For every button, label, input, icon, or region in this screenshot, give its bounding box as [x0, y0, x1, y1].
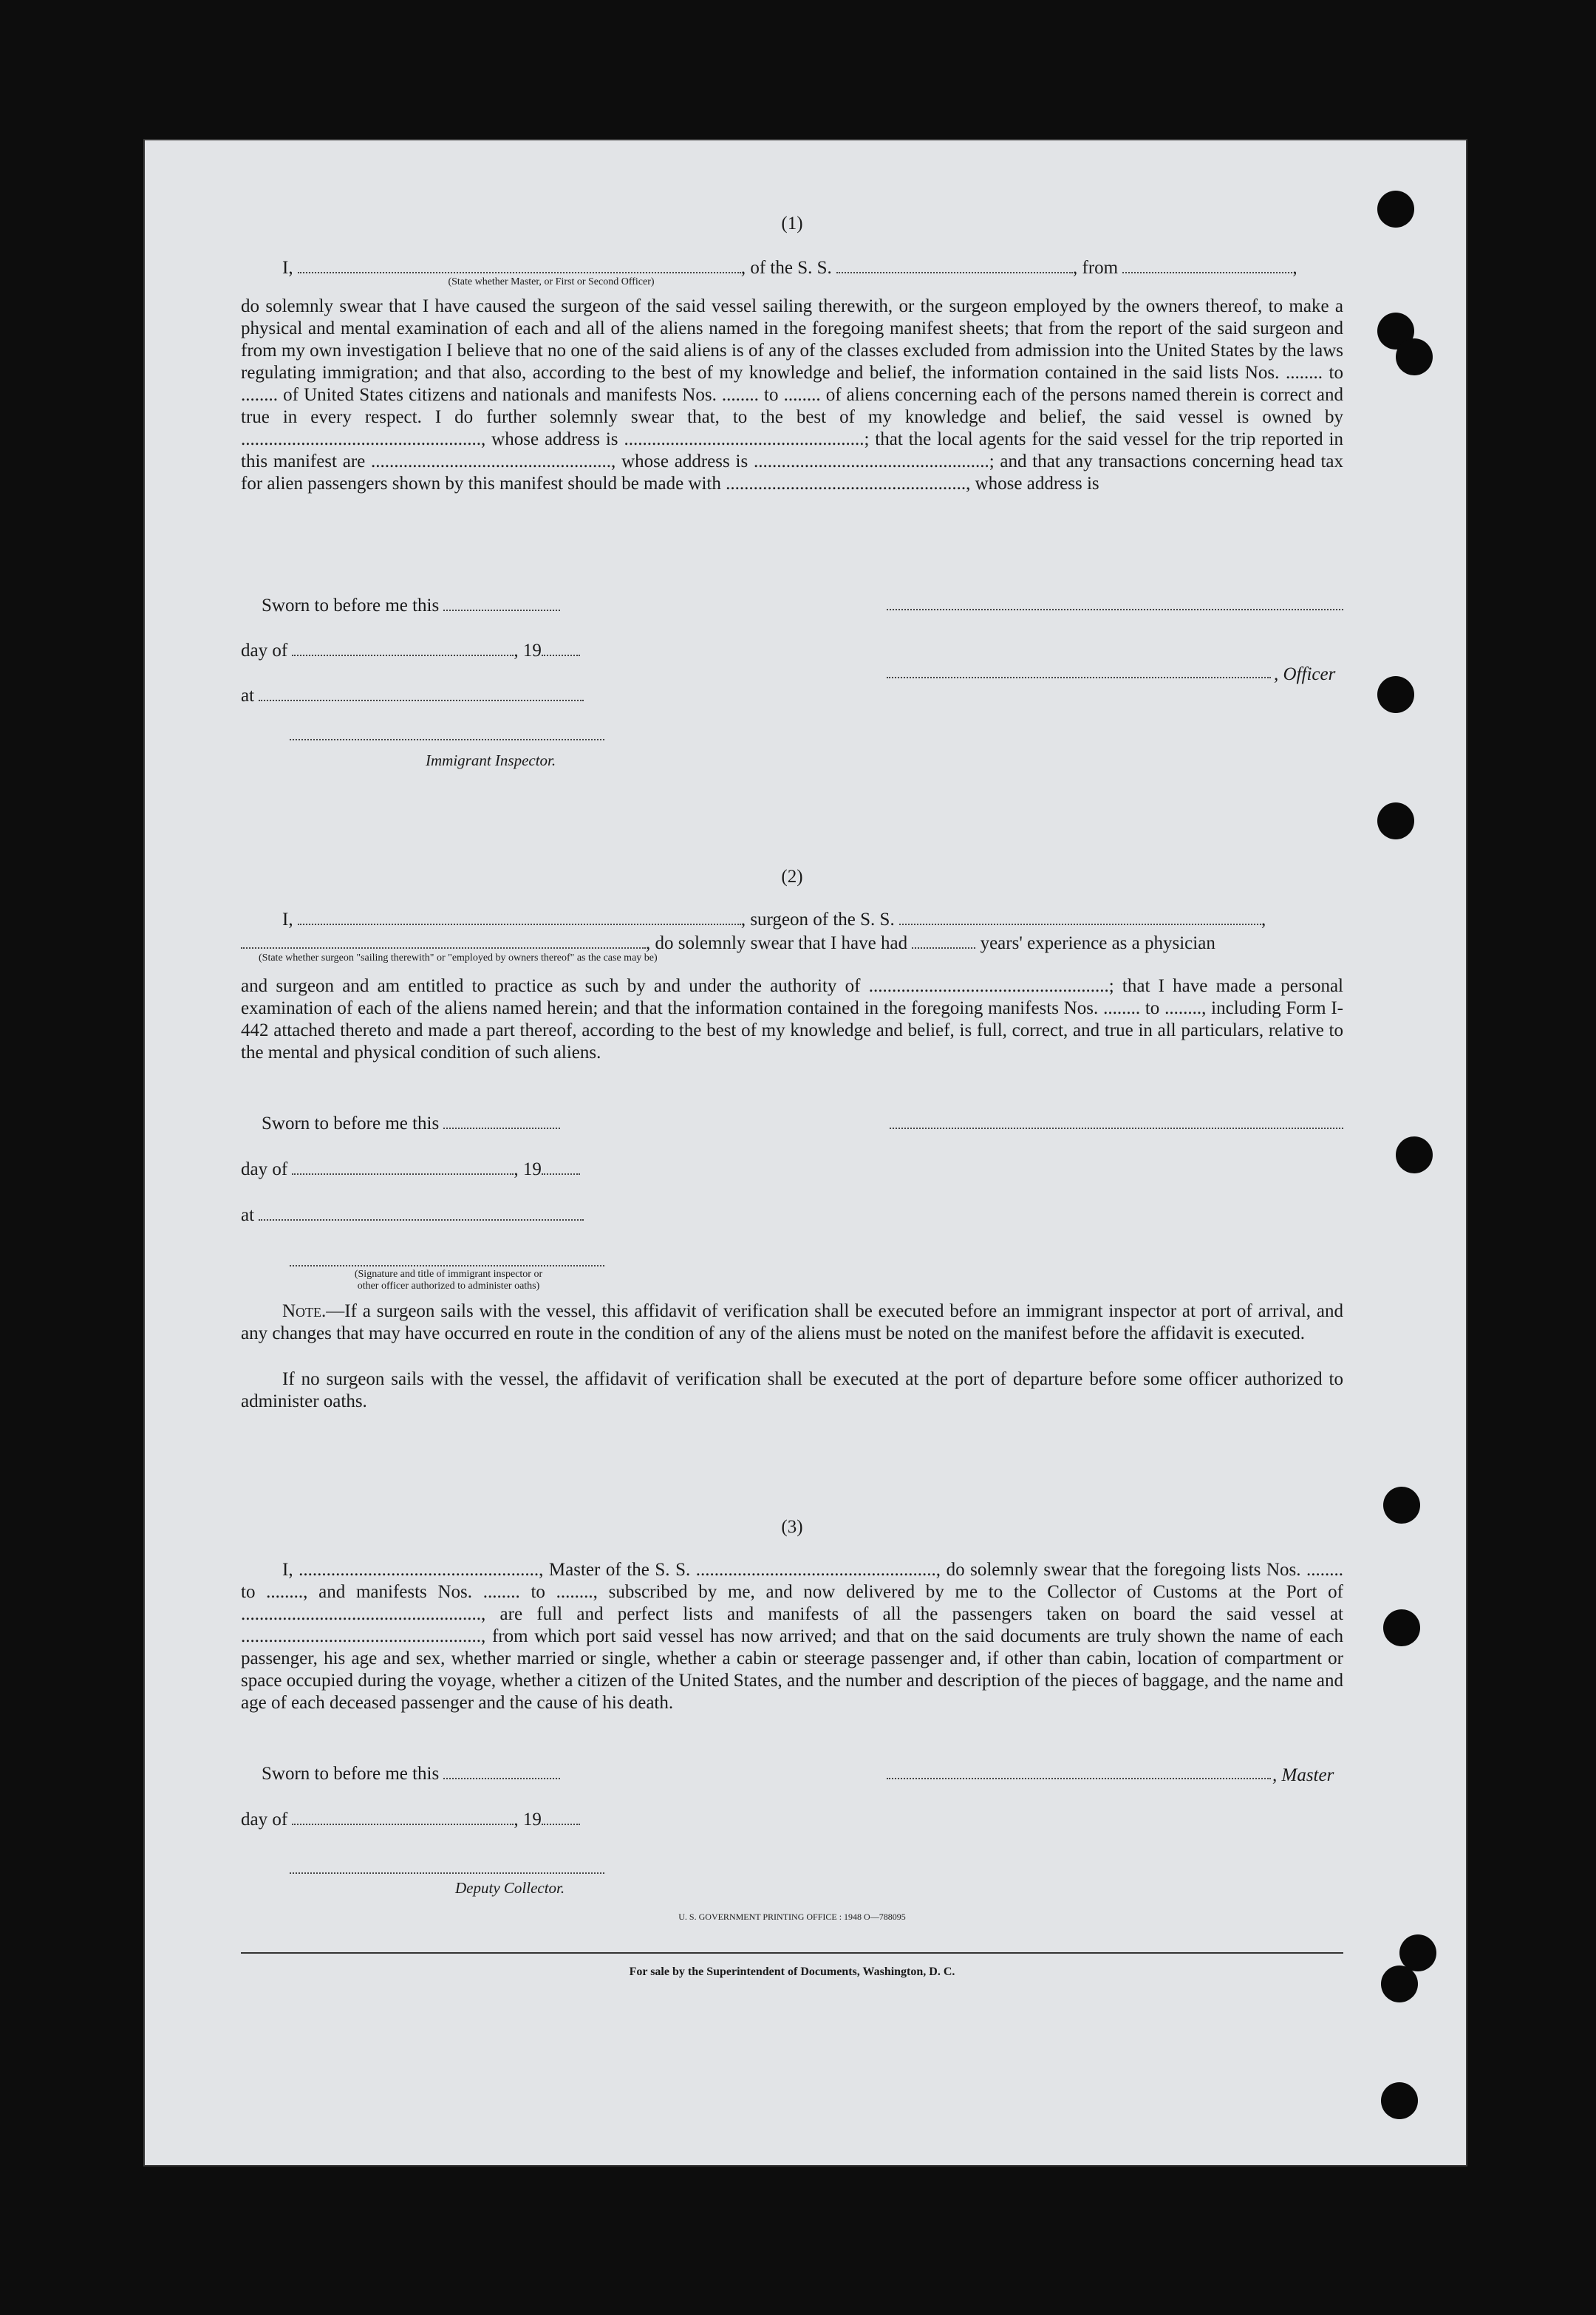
- sworn-label: Sworn to before me this: [262, 1114, 440, 1133]
- collector-signature-line[interactable]: [290, 1871, 604, 1874]
- section-2-first-line: [282, 909, 1343, 931]
- section-3-sworn: [262, 1763, 1364, 1785]
- day-of-label: day of: [241, 1810, 288, 1830]
- sworn-label: Sworn to before me this: [262, 596, 440, 616]
- punch-hole: [1381, 2082, 1418, 2119]
- place-field[interactable]: [259, 1207, 584, 1221]
- surgeon-caption: (State whether surgeon "sailing therewith" or "employed by owners thereof" as the case may be): [259, 952, 658, 964]
- officer-title-field[interactable]: [298, 260, 741, 273]
- month-field[interactable]: [292, 1812, 514, 1825]
- year-label: , 19: [514, 1810, 542, 1830]
- punch-hole: [1396, 1136, 1433, 1173]
- pronoun-label: I,: [282, 910, 293, 930]
- sworn-date-field[interactable]: [443, 598, 560, 611]
- section-2-at: [241, 1204, 1343, 1227]
- section-1-number: (1): [781, 214, 803, 233]
- officer-signature-line[interactable]: [887, 607, 1343, 610]
- collector-label: Deputy Collector.: [455, 1879, 565, 1897]
- section-1-day: [241, 640, 1343, 662]
- note-paragraph-2: If no surgeon sails with the vessel, the affidavit of verification shall be executed at the port of departure before some officer authorized to administer oaths.: [241, 1369, 1343, 1411]
- section-2-body: and surgeon and am entitled to practice as such by and under the authority of ....................................................; that I have made a personal examination of each of the aliens named herein; and that the information contained in the foregoing manifests Nos. ........ to ........, including Form I-442 attached thereto and made a part thereof, according to the best of my knowledge and belief, is full, correct, and true in all particulars, relative to the mental and physical condition of such aliens.: [241, 976, 1343, 1063]
- at-label: at: [241, 1205, 255, 1225]
- experience-label: years' experience as a physician: [980, 933, 1215, 953]
- form-sheet: [145, 140, 1466, 2165]
- comma: ,: [1261, 910, 1266, 930]
- signature-caption-1: (Signature and title of immigrant inspector or: [354, 1269, 543, 1280]
- pronoun-label: I,: [282, 258, 293, 278]
- vessel-name-field[interactable]: [836, 260, 1073, 273]
- punch-hole: [1377, 191, 1414, 228]
- month-field[interactable]: [292, 643, 514, 656]
- punch-hole: [1383, 1609, 1420, 1646]
- administering-officer-signature-line[interactable]: [290, 1264, 604, 1266]
- punch-hole: [1377, 676, 1414, 713]
- year-field[interactable]: [542, 643, 580, 656]
- vessel-name-field[interactable]: [899, 912, 1261, 925]
- officer-label: , Officer: [1274, 664, 1336, 684]
- master-label: , Master: [1272, 1765, 1334, 1785]
- section-3-number: (3): [781, 1517, 803, 1537]
- footer-rule: [241, 1952, 1343, 1954]
- years-field[interactable]: [912, 935, 975, 949]
- departure-port-field[interactable]: [1122, 260, 1292, 273]
- surgeon-of-ss-label: , surgeon of the S. S.: [740, 910, 895, 930]
- officer-caption: (State whether Master, or First or Second Officer): [448, 276, 655, 287]
- year-field[interactable]: [542, 1162, 580, 1175]
- section-2-second-line: [241, 933, 1343, 955]
- section-1-sworn: [262, 595, 1364, 617]
- of-ss-label: , of the S. S.: [740, 258, 832, 278]
- section-1-at: [241, 685, 1343, 707]
- year-label: , 19: [514, 1159, 542, 1179]
- sale-notice: For sale by the Superintendent of Documents, Washington, D. C.: [629, 1965, 955, 1978]
- day-of-label: day of: [241, 641, 288, 661]
- month-field[interactable]: [292, 1162, 514, 1175]
- note-label: Note.: [282, 1301, 327, 1321]
- punch-hole: [1396, 338, 1433, 375]
- signature-caption-2: other officer authorized to administer oaths): [357, 1281, 540, 1292]
- note-text: —If a surgeon sails with the vessel, this affidavit of verification shall be executed before an immigrant inspector at port of arrival, and any changes that may have occurred en route in the condition of any of the aliens must be noted on the manifest before the affidavit is executed.: [241, 1301, 1343, 1343]
- at-label: at: [241, 686, 255, 706]
- sworn-date-field[interactable]: [443, 1766, 560, 1779]
- sworn-date-field[interactable]: [443, 1116, 560, 1129]
- section-2-number: (2): [781, 867, 803, 887]
- note-paragraph: [241, 1300, 1343, 1345]
- swear-label: , do solemnly swear that I have had: [646, 933, 908, 953]
- surgeon-signature-line[interactable]: [890, 1126, 1343, 1129]
- sworn-label: Sworn to before me this: [262, 1764, 440, 1784]
- inspector-signature-line[interactable]: [290, 737, 604, 740]
- surgeon-status-field[interactable]: [241, 935, 646, 949]
- day-of-label: day of: [241, 1159, 288, 1179]
- section-2-day: [241, 1159, 1343, 1181]
- master-signature-line[interactable]: [887, 1776, 1271, 1779]
- year-field[interactable]: [542, 1812, 580, 1825]
- punch-hole: [1381, 1965, 1418, 2002]
- section-3-day: [241, 1809, 1343, 1831]
- punch-hole: [1377, 802, 1414, 839]
- comma: ,: [1292, 258, 1297, 278]
- inspector-label: Immigrant Inspector.: [426, 751, 556, 769]
- officer-name-line[interactable]: [887, 675, 1271, 678]
- from-label: , from: [1073, 258, 1119, 278]
- section-3-body: I, ...................................................., Master of the S. S. ...................................................., do solemnly swear that the foregoing lists Nos. ........ to ........, and manifests Nos. ........ to ........, subscribed by me, and now delivered by me to the Collector of Customs at the Port of ...................................................., are full and perfect lists and manifests of all the passengers taken on board the said vessel at ...................................................., from which port said vessel has now arrived; and that on the said documents are truly shown the name of each passenger, his age and sex, whether married or single, whether a cabin or steerage passenger and, if other than cabin, location of compartment or space occupied during the voyage, whether a citizen of the United States, and the number and description of the pieces of baggage, and the name and age of each deceased passenger and the cause of his death.: [241, 1560, 1343, 1713]
- printing-office-line: U. S. GOVERNMENT PRINTING OFFICE : 1948 O—788095: [678, 1912, 906, 1922]
- section-1-body: do solemnly swear that I have caused the surgeon of the said vessel sailing therewith, or the surgeon employed by the owners thereof, to make a physical and mental examination of each and all of the aliens named in the foregoing manifest sheets; that from the report of the said surgeon and from my own investigation I believe that no one of the said aliens is of any of the classes excluded from admission into the United States by the laws regulating immigration; and that also, according to the best of my knowledge and belief, the information contained in the said lists Nos. ........ to ........ of United States citizens and nationals and manifests Nos. ........ to ........ of aliens concerning each of the persons named therein is correct and true in every respect. I do further solemnly swear that, to the best of my knowledge and belief, the said vessel is owned by ...................................................., whose address is ....................................................; that the local agents for the said vessel for the trip reported in this manifest are ...................................................., whose address is ...................................................; and that any transactions concerning head tax for alien passengers shown by this manifest should be made with ...................................................., whose address is: [241, 296, 1343, 494]
- punch-hole: [1383, 1487, 1420, 1524]
- surgeon-name-field[interactable]: [298, 912, 741, 925]
- section-2-sworn: [262, 1113, 1364, 1135]
- year-label: , 19: [514, 641, 542, 661]
- place-field[interactable]: [259, 688, 584, 701]
